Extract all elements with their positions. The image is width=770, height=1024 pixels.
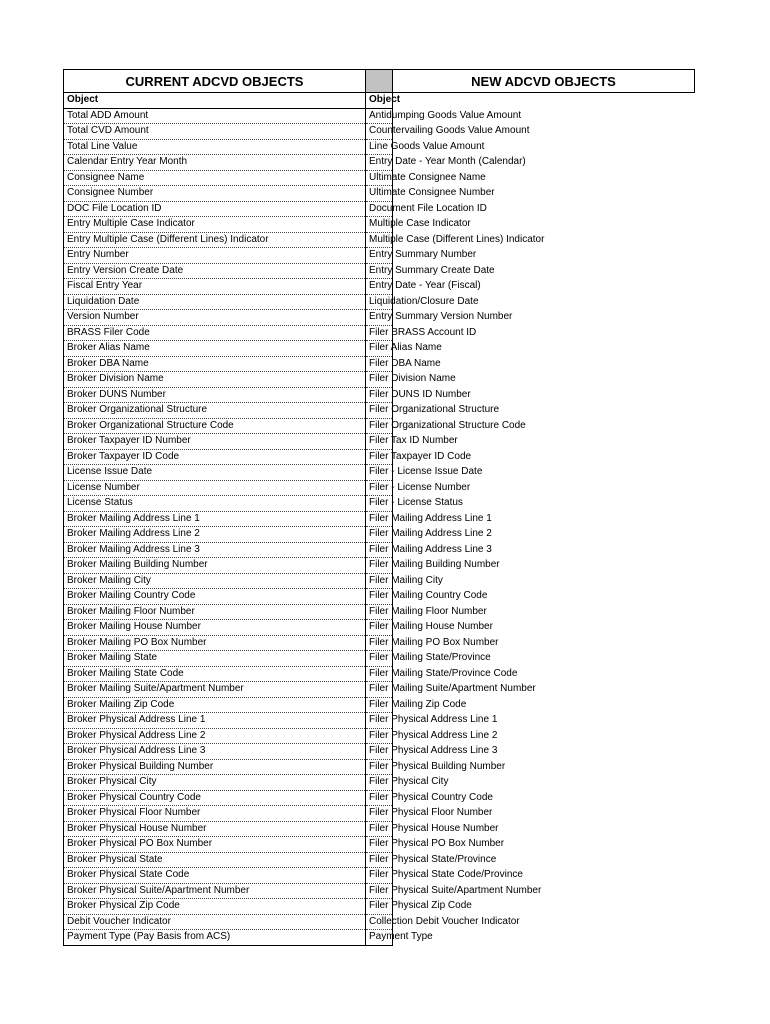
current-object-cell: Version Number bbox=[64, 310, 366, 326]
current-object-cell: Broker Mailing House Number bbox=[64, 620, 366, 636]
new-object-cell: Filer Mailing House Number bbox=[366, 620, 393, 636]
new-object-cell: Multiple Case (Different Lines) Indicator bbox=[366, 232, 393, 248]
header-row bbox=[64, 70, 695, 93]
table-row bbox=[64, 883, 695, 899]
current-object-cell: Broker Physical House Number bbox=[64, 821, 366, 837]
adcvd-objects-table-container bbox=[63, 69, 694, 946]
table-row bbox=[64, 589, 695, 605]
new-object-cell: Filer Physical Address Line 3 bbox=[366, 744, 393, 760]
current-object-cell: Broker Mailing Country Code bbox=[64, 589, 366, 605]
new-object-cell: Filer DUNS ID Number bbox=[366, 387, 393, 403]
current-object-cell: Broker Physical City bbox=[64, 775, 366, 791]
table-row bbox=[64, 294, 695, 310]
new-object-cell: Filer Organizational Structure Code bbox=[366, 418, 393, 434]
current-object-cell: Broker Physical State bbox=[64, 852, 366, 868]
current-object-cell: License Issue Date bbox=[64, 465, 366, 481]
new-object-cell: Filer Mailing State/Province Code bbox=[366, 666, 393, 682]
current-object-cell: Total ADD Amount bbox=[64, 108, 366, 124]
new-object-cell: Filer - License Number bbox=[366, 480, 393, 496]
new-object-cell: Filer Physical Country Code bbox=[366, 790, 393, 806]
current-object-cell: Broker Physical Zip Code bbox=[64, 899, 366, 915]
current-objects-header: CURRENT ADCVD OBJECTS bbox=[64, 70, 366, 93]
current-object-cell: Broker Mailing Suite/Apartment Number bbox=[64, 682, 366, 698]
table-row bbox=[64, 930, 695, 946]
table-body bbox=[64, 93, 695, 946]
current-object-cell: Total CVD Amount bbox=[64, 124, 366, 140]
current-object-cell: Broker Organizational Structure bbox=[64, 403, 366, 419]
subheader-row bbox=[64, 93, 695, 109]
new-object-cell: Collection Debit Voucher Indicator bbox=[366, 914, 393, 930]
current-object-cell: Consignee Name bbox=[64, 170, 366, 186]
table-row bbox=[64, 387, 695, 403]
new-object-cell: Filer Physical Address Line 2 bbox=[366, 728, 393, 744]
new-object-cell: Filer Physical House Number bbox=[366, 821, 393, 837]
current-object-cell: Entry Multiple Case Indicator bbox=[64, 217, 366, 233]
table-row bbox=[64, 434, 695, 450]
table-row bbox=[64, 170, 695, 186]
new-object-cell: Countervailing Goods Value Amount bbox=[366, 124, 393, 140]
current-object-cell: License Number bbox=[64, 480, 366, 496]
new-object-cell: Filer Physical Building Number bbox=[366, 759, 393, 775]
current-object-cell: DOC File Location ID bbox=[64, 201, 366, 217]
table-row bbox=[64, 186, 695, 202]
new-object-cell: Filer Organizational Structure bbox=[366, 403, 393, 419]
table-row bbox=[64, 155, 695, 171]
current-object-cell: Broker Physical Address Line 3 bbox=[64, 744, 366, 760]
table-row bbox=[64, 418, 695, 434]
new-object-cell: Filer Mailing Address Line 2 bbox=[366, 527, 393, 543]
new-object-cell: Filer DBA Name bbox=[366, 356, 393, 372]
new-object-cell: Entry Summary Create Date bbox=[366, 263, 393, 279]
table-row bbox=[64, 713, 695, 729]
new-object-cell: Entry Summary Number bbox=[366, 248, 393, 264]
current-object-cell: Broker Mailing Building Number bbox=[64, 558, 366, 574]
table-row bbox=[64, 558, 695, 574]
new-object-cell: Filer Mailing Address Line 3 bbox=[366, 542, 393, 558]
new-object-cell: Filer Physical Address Line 1 bbox=[366, 713, 393, 729]
table-row bbox=[64, 201, 695, 217]
current-object-cell: BRASS Filer Code bbox=[64, 325, 366, 341]
new-object-cell: Filer Alias Name bbox=[366, 341, 393, 357]
table-row bbox=[64, 248, 695, 264]
current-object-cell: Broker Organizational Structure Code bbox=[64, 418, 366, 434]
current-object-cell: Entry Multiple Case (Different Lines) Indicator bbox=[64, 232, 366, 248]
new-object-cell: Filer Mailing Zip Code bbox=[366, 697, 393, 713]
current-object-cell: Broker Physical PO Box Number bbox=[64, 837, 366, 853]
new-object-cell: Ultimate Consignee Name bbox=[366, 170, 393, 186]
current-object-cell: Payment Type (Pay Basis from ACS) bbox=[64, 930, 366, 946]
new-object-cell: Filer Tax ID Number bbox=[366, 434, 393, 450]
table-row bbox=[64, 232, 695, 248]
new-object-cell: Antidumping Goods Value Amount bbox=[366, 108, 393, 124]
table-row bbox=[64, 697, 695, 713]
new-object-cell: Filer Mailing City bbox=[366, 573, 393, 589]
new-object-cell: Filer Mailing State/Province bbox=[366, 651, 393, 667]
new-object-cell: Filer Physical Zip Code bbox=[366, 899, 393, 915]
new-object-cell: Payment Type bbox=[366, 930, 393, 946]
current-object-cell: Broker Mailing Address Line 2 bbox=[64, 527, 366, 543]
table-row bbox=[64, 821, 695, 837]
current-object-cell: Broker Mailing Zip Code bbox=[64, 697, 366, 713]
table-row bbox=[64, 651, 695, 667]
current-object-cell: Calendar Entry Year Month bbox=[64, 155, 366, 171]
table-row bbox=[64, 682, 695, 698]
current-object-cell: Broker Mailing PO Box Number bbox=[64, 635, 366, 651]
new-object-cell: Filer Mailing PO Box Number bbox=[366, 635, 393, 651]
table-row bbox=[64, 465, 695, 481]
table-row bbox=[64, 263, 695, 279]
table-row bbox=[64, 139, 695, 155]
current-object-cell: Broker Physical Building Number bbox=[64, 759, 366, 775]
current-object-cell: Broker Mailing Address Line 3 bbox=[64, 542, 366, 558]
new-object-cell: Filer Mailing Country Code bbox=[366, 589, 393, 605]
table-row bbox=[64, 449, 695, 465]
table-row bbox=[64, 620, 695, 636]
table-row bbox=[64, 666, 695, 682]
new-object-cell: Filer BRASS Account ID bbox=[366, 325, 393, 341]
new-object-cell: Liquidation/Closure Date bbox=[366, 294, 393, 310]
new-object-cell: Filer Physical State/Province bbox=[366, 852, 393, 868]
current-object-cell: Broker Physical Address Line 2 bbox=[64, 728, 366, 744]
new-object-cell: Filer Physical Suite/Apartment Number bbox=[366, 883, 393, 899]
current-object-cell: Broker DBA Name bbox=[64, 356, 366, 372]
current-object-cell: Broker Physical Country Code bbox=[64, 790, 366, 806]
table-row bbox=[64, 759, 695, 775]
column-separator bbox=[366, 70, 393, 93]
table-row bbox=[64, 604, 695, 620]
table-row bbox=[64, 496, 695, 512]
current-object-cell: Consignee Number bbox=[64, 186, 366, 202]
new-object-cell: Filer Mailing Suite/Apartment Number bbox=[366, 682, 393, 698]
new-object-cell: Document File Location ID bbox=[366, 201, 393, 217]
new-object-cell: Filer Physical City bbox=[366, 775, 393, 791]
table-row bbox=[64, 325, 695, 341]
table-row bbox=[64, 790, 695, 806]
current-object-cell: Broker Physical State Code bbox=[64, 868, 366, 884]
current-object-cell: Broker Division Name bbox=[64, 372, 366, 388]
new-object-cell: Filer Mailing Address Line 1 bbox=[366, 511, 393, 527]
new-object-cell: Entry Date - Year Month (Calendar) bbox=[366, 155, 393, 171]
table-row bbox=[64, 403, 695, 419]
new-object-cell: Entry Date - Year (Fiscal) bbox=[366, 279, 393, 295]
new-object-cell: Filer Mailing Building Number bbox=[366, 558, 393, 574]
current-object-column-label: Object bbox=[64, 93, 366, 109]
new-object-cell: Filer Mailing Floor Number bbox=[366, 604, 393, 620]
new-object-cell: Entry Summary Version Number bbox=[366, 310, 393, 326]
current-object-cell: Broker Physical Address Line 1 bbox=[64, 713, 366, 729]
current-object-cell: Broker Alias Name bbox=[64, 341, 366, 357]
current-object-cell: Entry Version Create Date bbox=[64, 263, 366, 279]
current-object-cell: Broker Mailing City bbox=[64, 573, 366, 589]
table-row bbox=[64, 573, 695, 589]
adcvd-objects-table bbox=[63, 69, 695, 946]
table-row bbox=[64, 806, 695, 822]
current-object-cell: Broker Mailing Address Line 1 bbox=[64, 511, 366, 527]
current-object-cell: Broker Mailing Floor Number bbox=[64, 604, 366, 620]
table-row bbox=[64, 124, 695, 140]
new-object-cell: Filer - License Status bbox=[366, 496, 393, 512]
new-object-cell: Filer Division Name bbox=[366, 372, 393, 388]
new-object-cell: Filer - License Issue Date bbox=[366, 465, 393, 481]
table-row bbox=[64, 542, 695, 558]
new-object-cell: Multiple Case Indicator bbox=[366, 217, 393, 233]
current-object-cell: Broker Physical Suite/Apartment Number bbox=[64, 883, 366, 899]
table-row bbox=[64, 279, 695, 295]
current-object-cell: Broker Taxpayer ID Number bbox=[64, 434, 366, 450]
current-object-cell: Broker DUNS Number bbox=[64, 387, 366, 403]
table-row bbox=[64, 837, 695, 853]
table-row bbox=[64, 914, 695, 930]
table-row bbox=[64, 356, 695, 372]
table-row bbox=[64, 635, 695, 651]
current-object-cell: Total Line Value bbox=[64, 139, 366, 155]
current-object-cell: Broker Mailing State Code bbox=[64, 666, 366, 682]
new-object-cell: Filer Physical Floor Number bbox=[366, 806, 393, 822]
table-row bbox=[64, 480, 695, 496]
current-object-cell: Broker Physical Floor Number bbox=[64, 806, 366, 822]
table-row bbox=[64, 868, 695, 884]
new-object-cell: Filer Taxpayer ID Code bbox=[366, 449, 393, 465]
table-row bbox=[64, 744, 695, 760]
new-object-cell: Filer Physical PO Box Number bbox=[366, 837, 393, 853]
current-object-cell: Debit Voucher Indicator bbox=[64, 914, 366, 930]
new-object-cell: Filer Physical State Code/Province bbox=[366, 868, 393, 884]
current-object-cell: Entry Number bbox=[64, 248, 366, 264]
current-object-cell: License Status bbox=[64, 496, 366, 512]
table-row bbox=[64, 527, 695, 543]
current-object-cell: Broker Taxpayer ID Code bbox=[64, 449, 366, 465]
new-object-column-label: Object bbox=[366, 93, 393, 109]
new-objects-header: NEW ADCVD OBJECTS bbox=[393, 70, 695, 93]
table-row bbox=[64, 372, 695, 388]
table-row bbox=[64, 310, 695, 326]
current-object-cell: Broker Mailing State bbox=[64, 651, 366, 667]
table-row bbox=[64, 728, 695, 744]
new-object-cell: Ultimate Consignee Number bbox=[366, 186, 393, 202]
new-object-cell: Line Goods Value Amount bbox=[366, 139, 393, 155]
current-object-cell: Liquidation Date bbox=[64, 294, 366, 310]
current-object-cell: Fiscal Entry Year bbox=[64, 279, 366, 295]
table-row bbox=[64, 511, 695, 527]
table-row bbox=[64, 899, 695, 915]
table-row bbox=[64, 341, 695, 357]
table-row bbox=[64, 852, 695, 868]
table-row bbox=[64, 775, 695, 791]
table-row bbox=[64, 108, 695, 124]
table-row bbox=[64, 217, 695, 233]
